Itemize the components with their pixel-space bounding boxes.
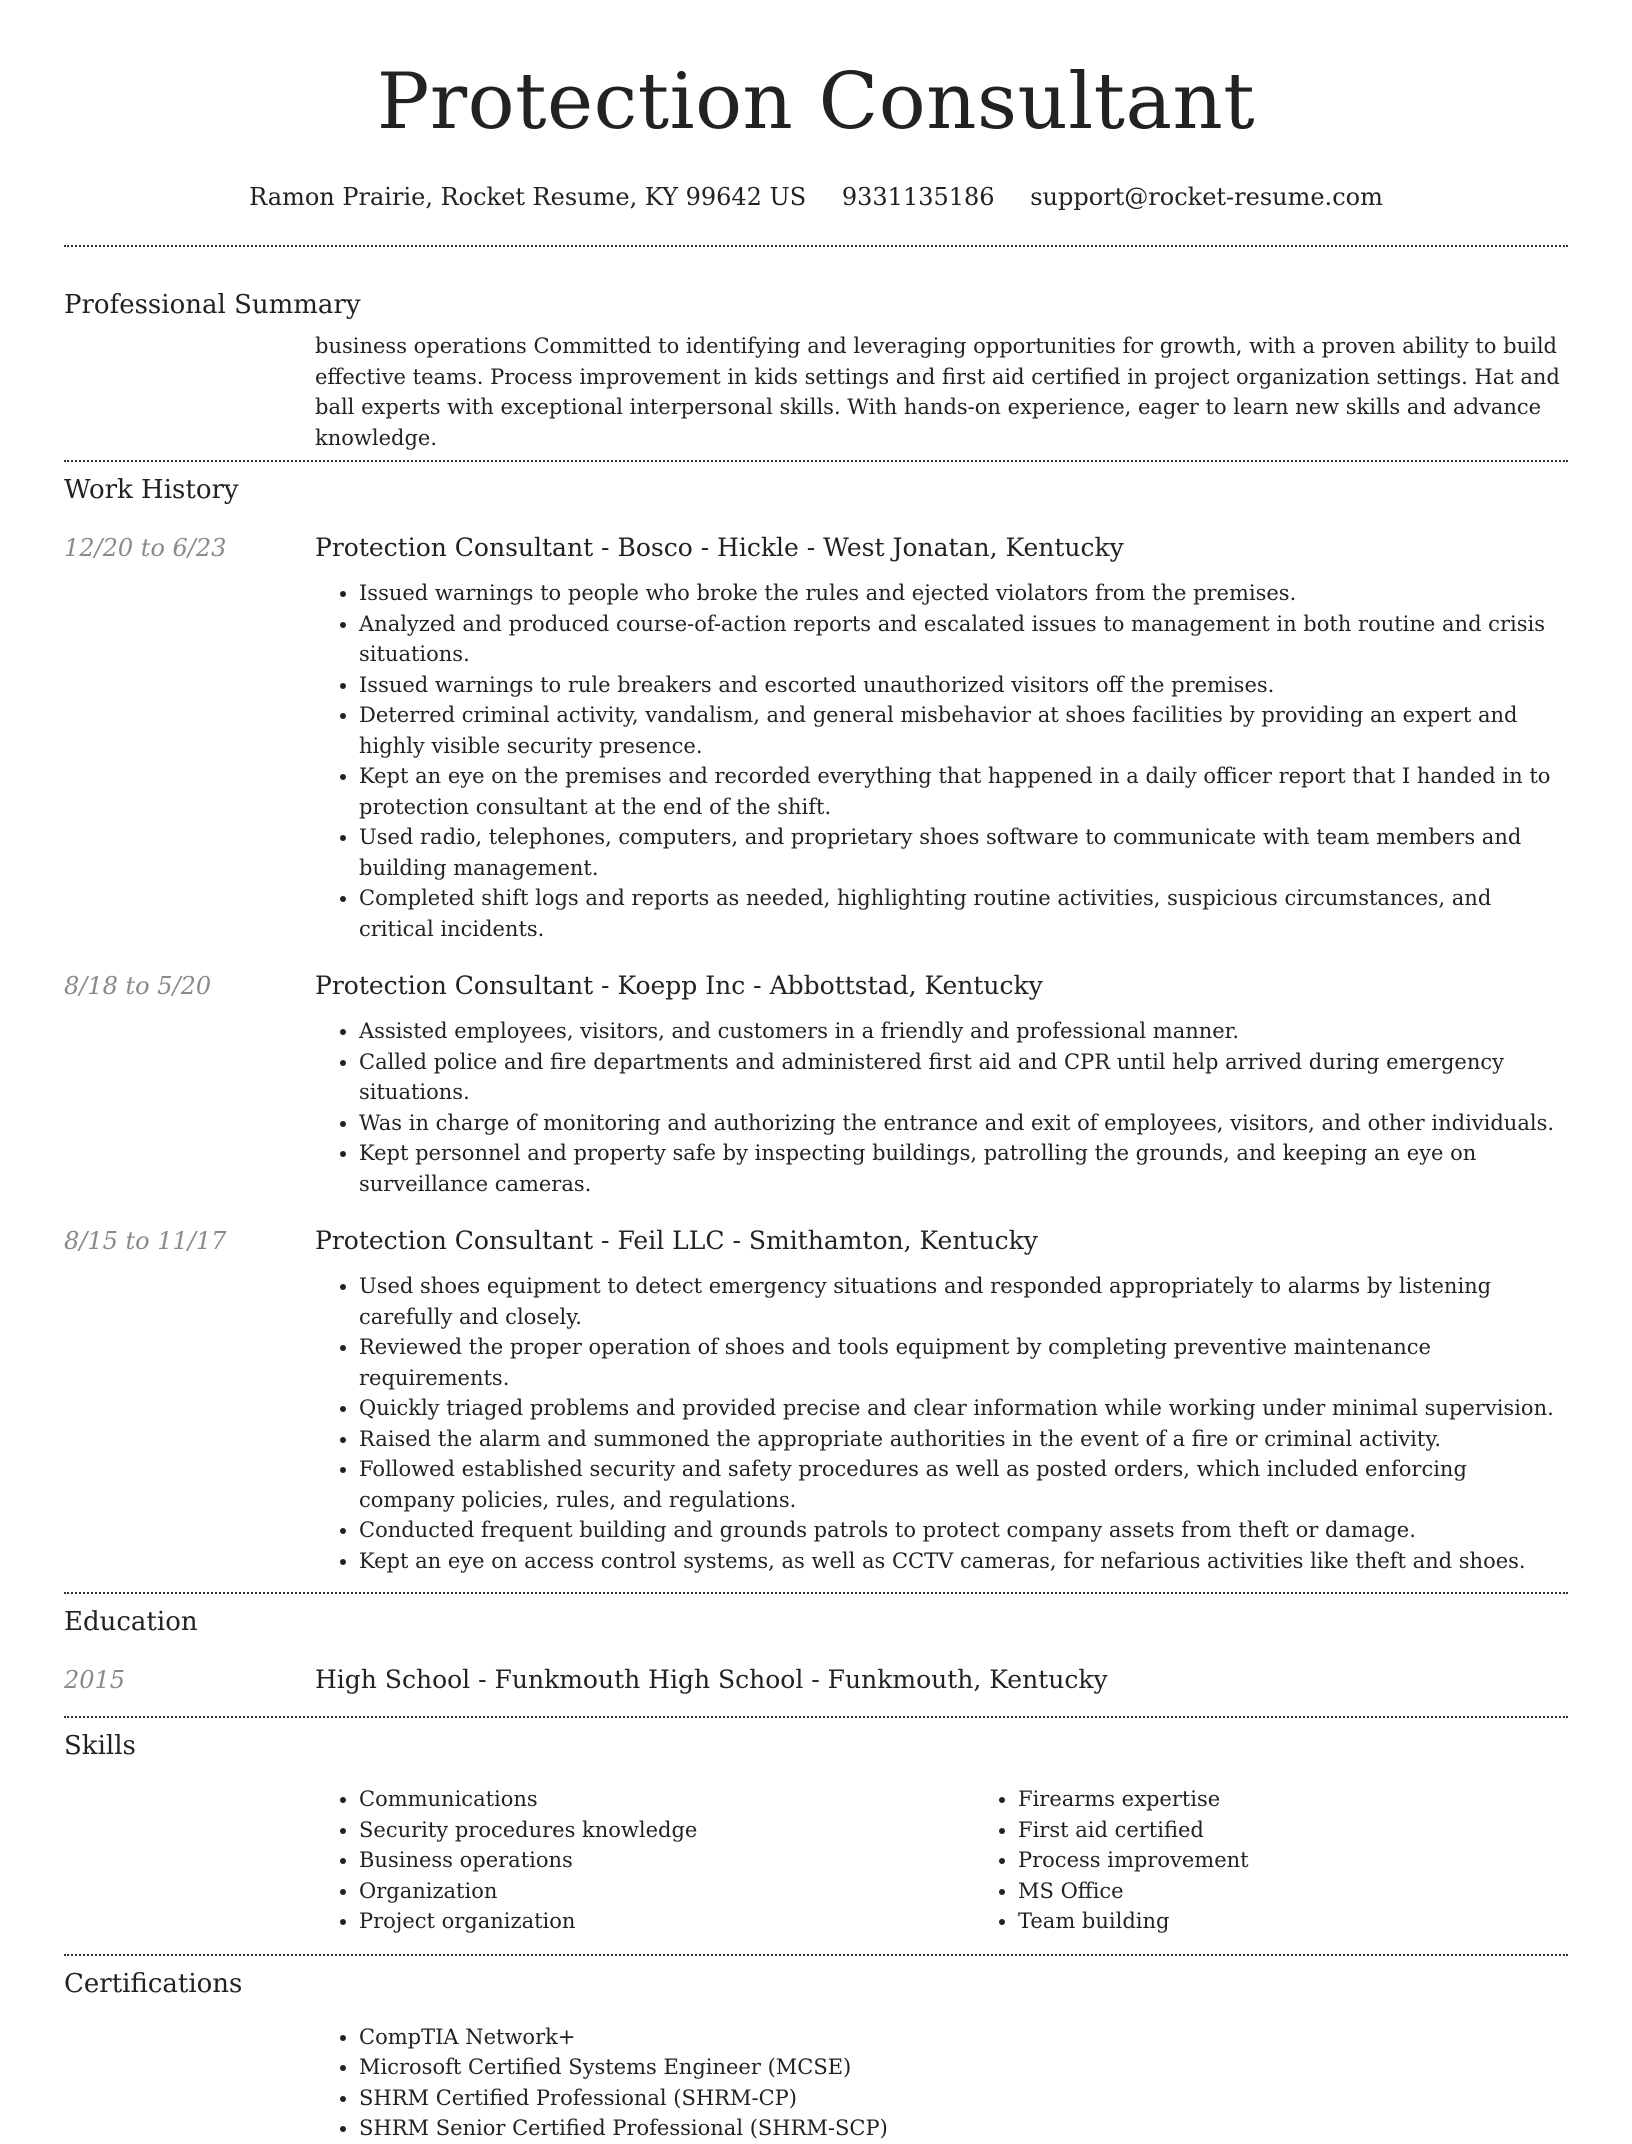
skills-list-right [974, 1784, 1632, 1937]
work-title: Work History [64, 475, 239, 505]
certification-item: • SHRM Senior Certified Professional (SHRM-SCP) [359, 2113, 1568, 2144]
job-bullets [315, 578, 1568, 944]
contact-phone: 9331135186 [841, 183, 995, 211]
job-bullet: • Issued warnings to rule breakers and escorted unauthorized visitors off the premises. [359, 670, 1568, 701]
job-entry [64, 1225, 1568, 1576]
job-entry [64, 970, 1568, 1199]
certifications-list [315, 2022, 1568, 2144]
job-bullet: • Called police and fire departments and administered first aid and CPR until help arrived during emergency situations. [359, 1047, 1568, 1108]
job-bullets [315, 1016, 1568, 1199]
job-bullet: • Raised the alarm and summoned the appropriate authorities in the event of a fire or criminal activity. [359, 1424, 1568, 1455]
job-bullet: • Kept an eye on access control systems, as well as CCTV cameras, for nefarious activities like theft and shoes. [359, 1546, 1568, 1577]
job-bullet: • Completed shift logs and reports as needed, highlighting routine activities, suspicious circumstances, and critical incidents. [359, 883, 1568, 944]
job-bullet: • Analyzed and produced course-of-action reports and escalated issues to management in both routine and crisis situations. [359, 609, 1568, 670]
certification-item: • Microsoft Certified Systems Engineer (MCSE) [359, 2052, 1568, 2083]
contact-email: support@rocket-resume.com [1030, 183, 1383, 211]
job-bullet: • Used shoes equipment to detect emergency situations and responded appropriately to alarms by listening carefully and closely. [359, 1271, 1568, 1332]
skill-item: • Team building [1018, 1906, 1632, 1937]
job-bullet: • Deterred criminal activity, vandalism, and general misbehavior at shoes facilities by providing an expert and highly visible security presence. [359, 700, 1568, 761]
skill-item: • Security procedures knowledge [359, 1815, 974, 1846]
education-detail: High School - Funkmouth High School - Funkmouth, Kentucky [315, 1665, 1108, 1694]
job-bullet: • Used radio, telephones, computers, and proprietary shoes software to communicate with team members and building management. [359, 822, 1568, 883]
certification-item: • SHRM Certified Professional (SHRM-CP) [359, 2083, 1568, 2114]
job-title: Protection Consultant - Koepp Inc - Abbottstad, Kentucky [315, 971, 1043, 1000]
certifications-spacer [64, 2022, 315, 2144]
job-dates: 12/20 to 6/23 [64, 534, 227, 562]
skills-section [64, 1730, 1568, 1937]
job-bullet: • Conducted frequent building and grounds patrols to protect company assets from theft or damage. [359, 1515, 1568, 1546]
certifications-title: Certifications [64, 1968, 243, 1999]
skills-list-left [315, 1784, 974, 1937]
job-entry [64, 532, 1568, 944]
education-year: 2015 [64, 1666, 126, 1694]
skill-item: • First aid certified [1018, 1815, 1632, 1846]
education-section [64, 1606, 1568, 1696]
job-bullet: • Kept an eye on the premises and recorded everything that happened in a daily officer report that I handed in to protection consultant at the end of the shift. [359, 761, 1568, 822]
resume-name: Protection Consultant [376, 57, 1256, 147]
contact-line [64, 182, 1568, 212]
job-bullet: • Quickly triaged problems and provided precise and clear information while working under minimal supervision. [359, 1393, 1568, 1424]
certification-item: • CompTIA Network+ [359, 2022, 1568, 2053]
skill-item: • Process improvement [1018, 1845, 1632, 1876]
divider [64, 460, 1568, 462]
divider [64, 245, 1568, 247]
summary-text: business operations Committed to identifying and leveraging opportunities for growth, with a proven ability to build effective teams. Process improvement in kids settings and first aid certified in project organization settings. Hat and ball experts with exceptional interpersonal skills. With hands-on experience, eager to learn new skills and advance knowledge. [315, 334, 1560, 450]
job-dates: 8/18 to 5/20 [64, 972, 212, 1000]
certifications-row [64, 2022, 1568, 2144]
job-title: Protection Consultant - Feil LLC - Smithamton, Kentucky [315, 1226, 1038, 1255]
skill-item: • Communications [359, 1784, 974, 1815]
summary-section [64, 289, 1568, 453]
job-bullet: • Was in charge of monitoring and authorizing the entrance and exit of employees, visitors, and other individuals. [359, 1108, 1568, 1139]
job-bullet: • Followed established security and safety procedures as well as posted orders, which included enforcing company policies, rules, and regulations. [359, 1454, 1568, 1515]
skills-title: Skills [64, 1731, 136, 1761]
summary-title: Professional Summary [64, 290, 361, 320]
work-section [64, 474, 1568, 1576]
job-bullet: • Reviewed the proper operation of shoes and tools equipment by completing preventive maintenance requirements. [359, 1332, 1568, 1393]
divider [64, 1592, 1568, 1594]
skills-row [64, 1784, 1568, 1937]
education-entry [64, 1664, 1568, 1696]
job-bullets [315, 1271, 1568, 1576]
skill-item: • Project organization [359, 1906, 974, 1937]
education-title: Education [64, 1607, 198, 1637]
divider [64, 1716, 1568, 1718]
job-dates: 8/15 to 11/17 [64, 1227, 227, 1255]
certifications-section [64, 1968, 1568, 2144]
skill-item: • Business operations [359, 1845, 974, 1876]
job-bullet: • Assisted employees, visitors, and customers in a friendly and professional manner. [359, 1016, 1568, 1047]
skill-item: • MS Office [1018, 1876, 1632, 1907]
summary-row [64, 331, 1568, 453]
skills-spacer [64, 1784, 315, 1937]
summary-spacer [64, 331, 315, 453]
job-bullet: • Issued warnings to people who broke the rules and ejected violators from the premises. [359, 578, 1568, 609]
skill-item: • Organization [359, 1876, 974, 1907]
divider [64, 1954, 1568, 1956]
skill-item: • Firearms expertise [1018, 1784, 1632, 1815]
job-bullet: • Kept personnel and property safe by inspecting buildings, patrolling the grounds, and keeping an eye on surveillance cameras. [359, 1138, 1568, 1199]
job-title: Protection Consultant - Bosco - Hickle - West Jonatan, Kentucky [315, 533, 1124, 562]
contact-address: Ramon Prairie, Rocket Resume, KY 99642 US [249, 183, 807, 211]
